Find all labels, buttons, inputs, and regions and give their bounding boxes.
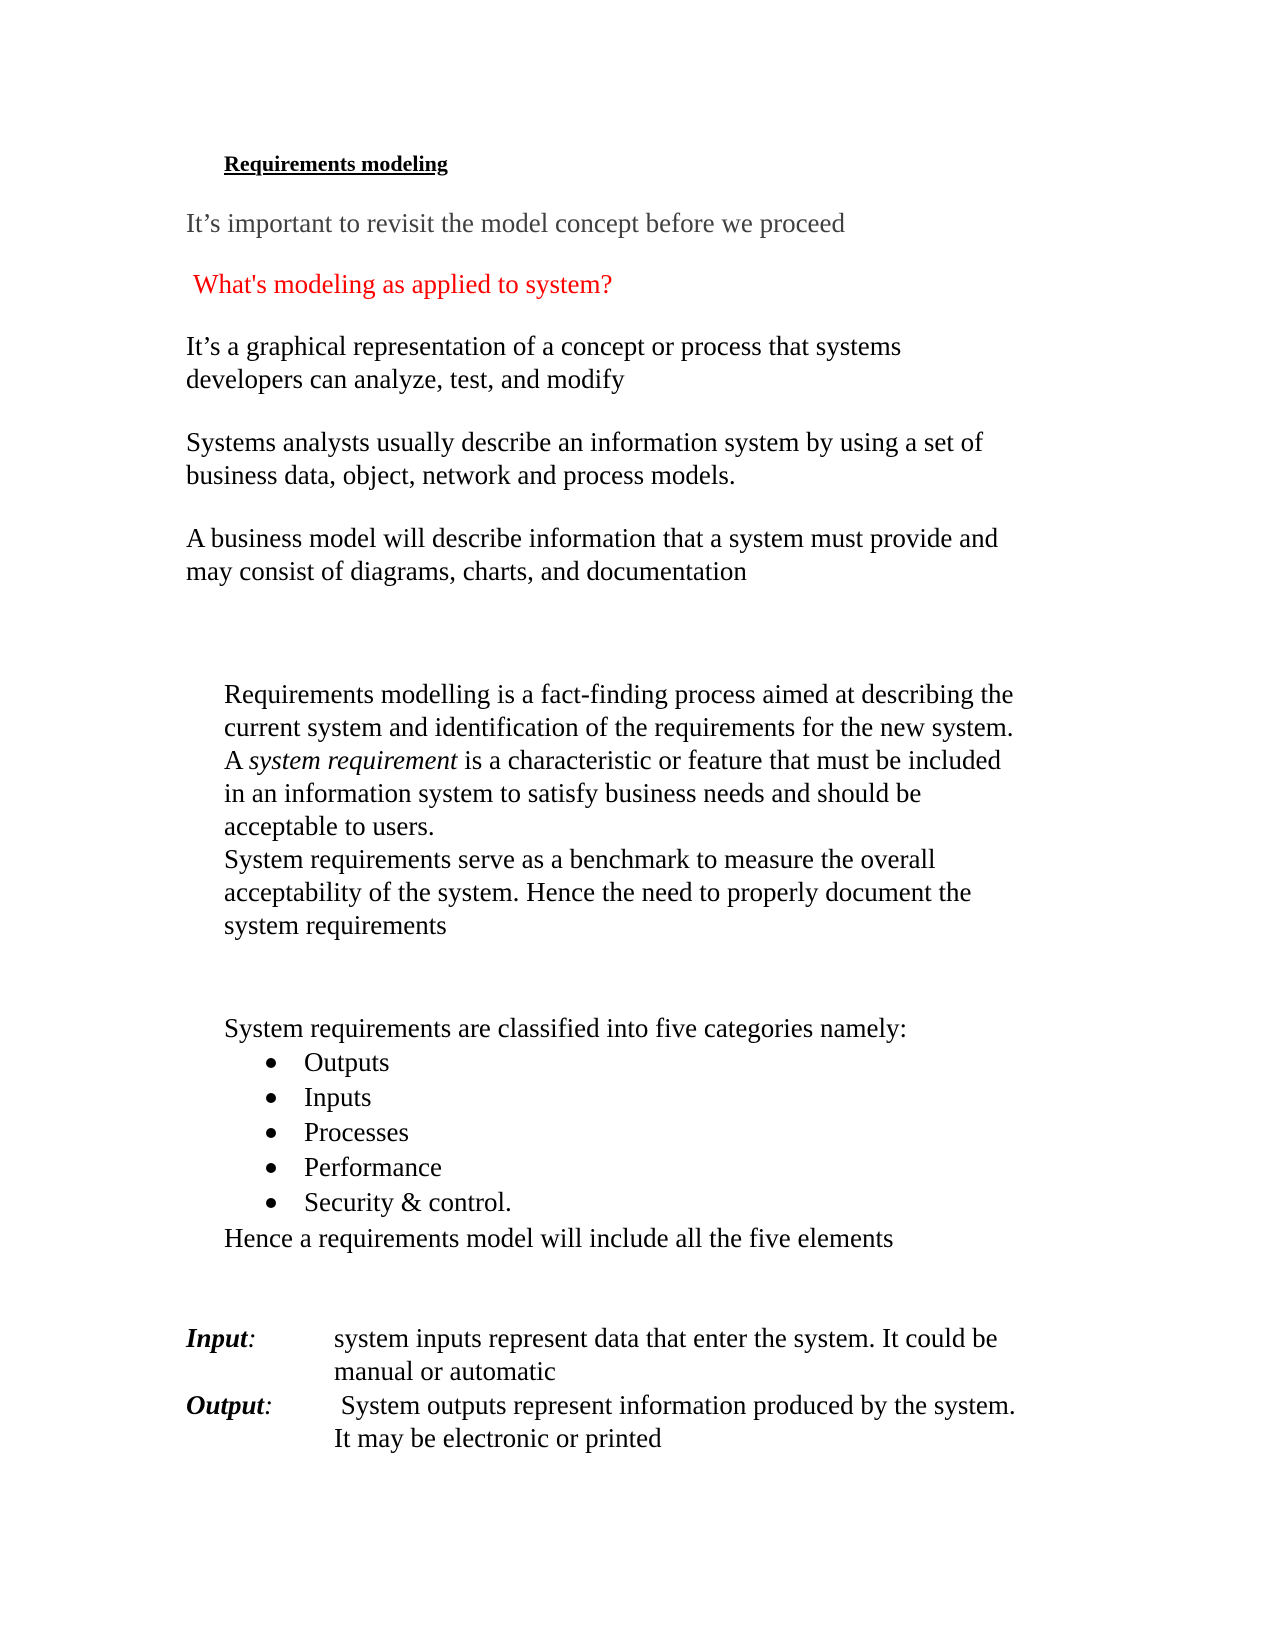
input-definition-line: system inputs represent data that enter the system. It could be <box>334 1323 998 1353</box>
business-model-paragraph <box>186 522 998 588</box>
list-item <box>258 1150 512 1185</box>
analysts-paragraph <box>186 426 983 492</box>
input-term-colon: : <box>247 1323 257 1353</box>
bullet-icon <box>266 1058 276 1068</box>
list-item-label: Processes <box>304 1117 409 1147</box>
question-paragraph: What's modeling as applied to system? <box>193 269 613 299</box>
page-title: Requirements modeling <box>224 151 448 176</box>
categories-conclusion: Hence a requirements model will include all the five elements <box>224 1223 894 1253</box>
list-item-label: Inputs <box>304 1082 372 1112</box>
output-term-label: Output <box>186 1390 265 1420</box>
input-term-label: Input <box>186 1323 248 1353</box>
bullet-icon <box>266 1198 276 1208</box>
input-definition-line: manual or automatic <box>334 1356 556 1386</box>
requirements-line-suffix: is a characteristic or feature that must be included <box>457 745 1001 775</box>
analysts-line: business data, object, network and process models. <box>186 460 736 490</box>
business-model-line: A business model will describe information that a system must provide and <box>186 523 999 553</box>
requirements-line: Requirements modelling is a fact-finding process aimed at describing the <box>224 679 1014 709</box>
requirements-modelling-paragraph <box>224 678 1014 942</box>
requirements-line: current system and identification of the requirements for the new system. <box>224 712 1014 742</box>
output-definition-line: It may be electronic or printed <box>334 1423 662 1453</box>
list-item-label: Security & control. <box>304 1187 512 1217</box>
bullet-icon <box>266 1163 276 1173</box>
output-definition <box>334 1389 1016 1455</box>
requirements-line: acceptable to users. <box>224 811 435 841</box>
definition-paragraph <box>186 330 901 396</box>
list-item <box>258 1045 512 1080</box>
categories-intro: System requirements are classified into five categories namely: <box>224 1013 908 1043</box>
definition-line: developers can analyze, test, and modify <box>186 364 625 394</box>
system-requirement-term: system requirement <box>248 745 458 775</box>
list-item <box>258 1185 512 1220</box>
definition-line: It’s a graphical representation of a concept or process that systems <box>186 331 902 361</box>
bullet-icon <box>266 1093 276 1103</box>
output-term <box>186 1389 273 1422</box>
requirements-line: acceptability of the system. Hence the need to properly document the <box>224 877 972 907</box>
analysts-line: Systems analysts usually describe an information system by using a set of <box>186 427 984 457</box>
intro-paragraph: It’s important to revisit the model concept before we proceed <box>186 208 846 238</box>
list-item-label: Performance <box>304 1152 442 1182</box>
list-item <box>258 1080 512 1115</box>
input-definition <box>334 1322 998 1388</box>
bullet-icon <box>266 1128 276 1138</box>
output-definition-line: System outputs represent information produced by the system. <box>334 1390 1016 1420</box>
requirements-line: in an information system to satisfy business needs and should be <box>224 778 922 808</box>
requirements-line: System requirements serve as a benchmark to measure the overall <box>224 844 936 874</box>
input-term <box>186 1322 257 1355</box>
output-term-colon: : <box>264 1390 274 1420</box>
requirements-line: system requirements <box>224 910 447 940</box>
requirements-line <box>224 744 1014 777</box>
requirements-line-prefix: A <box>224 745 249 775</box>
list-item <box>258 1115 512 1150</box>
business-model-line: may consist of diagrams, charts, and documentation <box>186 556 747 586</box>
list-item-label: Outputs <box>304 1047 390 1077</box>
categories-list <box>258 1045 512 1220</box>
